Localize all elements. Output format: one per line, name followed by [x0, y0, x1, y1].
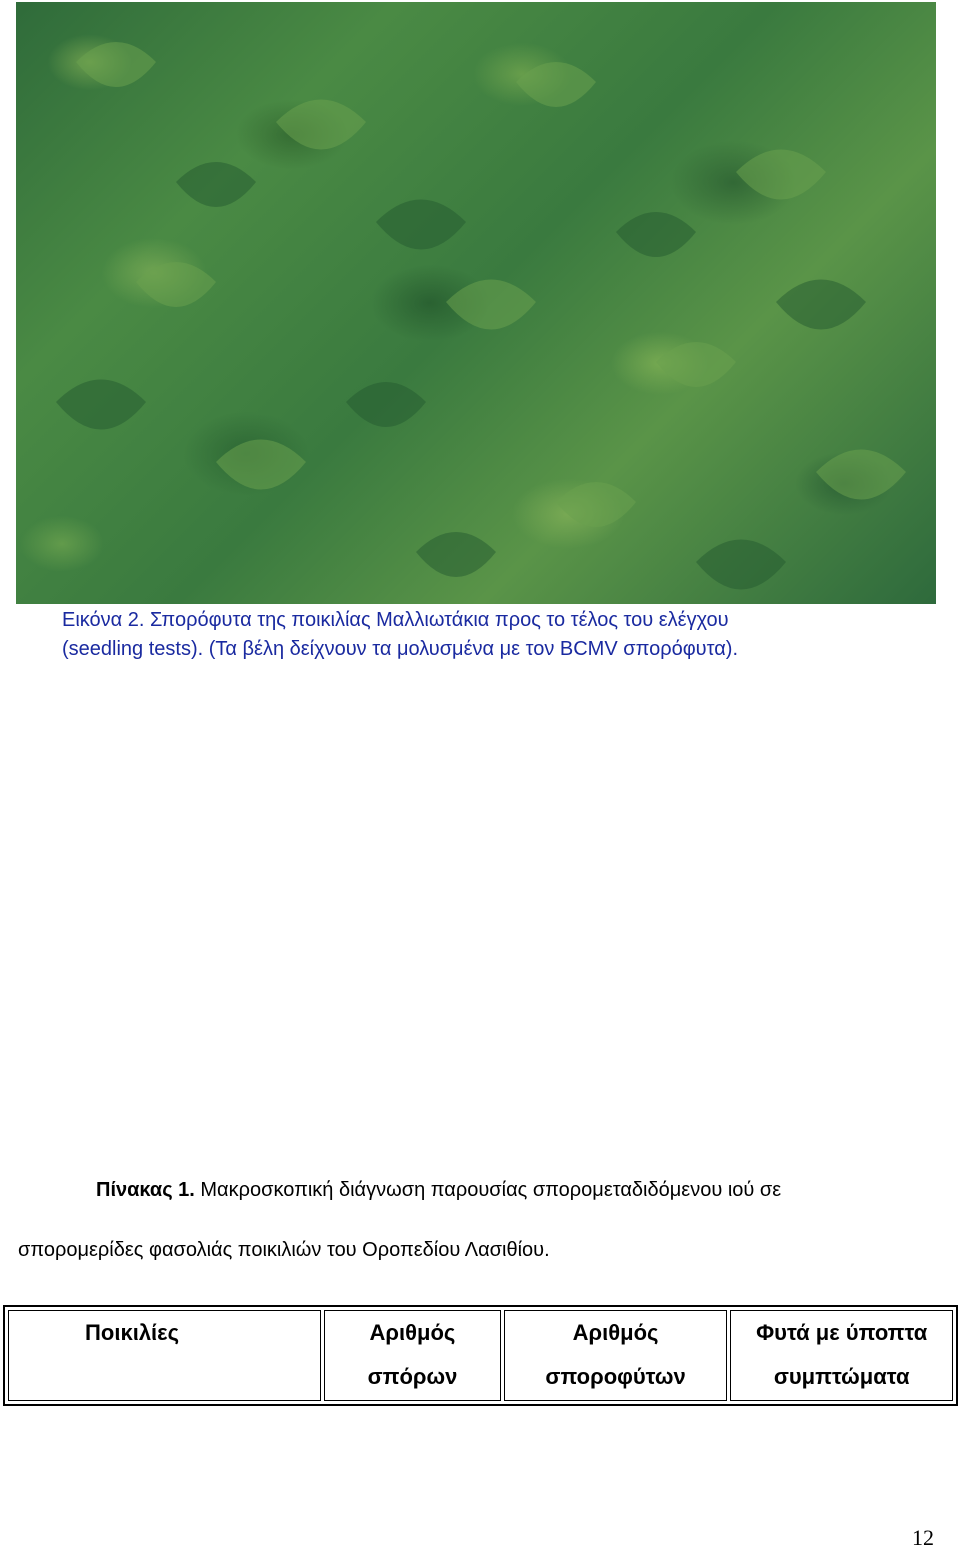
header-seedling-count: Αριθμός σποροφύτων [504, 1310, 728, 1401]
table-header-row [8, 1310, 953, 1401]
table-caption-label: Πίνακας 1. [96, 1179, 195, 1201]
seedlings-photo [16, 2, 936, 604]
leaf-pattern [16, 2, 936, 604]
header-varieties: Ποικιλίες [8, 1310, 321, 1401]
table-caption [18, 1160, 943, 1280]
data-table [3, 1305, 958, 1406]
table-caption-text-1: Μακροσκοπική διάγνωση παρουσίας σπορομεταδιδόμενου ιού σε [194, 1179, 782, 1201]
figure-caption-line-1: Εικόνα 2. Σπορόφυτα της ποικιλίας Μαλλιωτάκια προς το τέλος του ελέγχου [62, 609, 729, 631]
page-number: 12 [912, 1525, 934, 1550]
table-caption-text-2: σπορομερίδες φασολιάς ποικιλιών του Οροπεδίου Λασιθίου. [18, 1239, 550, 1261]
header-seed-count: Αριθμός σπόρων [324, 1310, 501, 1401]
figure-caption-line-2: (seedling tests). (Τα βέλη δείχνουν τα μολυσμένα με τον BCMV σπορόφυτα). [62, 638, 739, 660]
header-suspect-plants: Φυτά με ύποπτα συμπτώματα [730, 1310, 953, 1401]
figure-caption [62, 606, 902, 664]
